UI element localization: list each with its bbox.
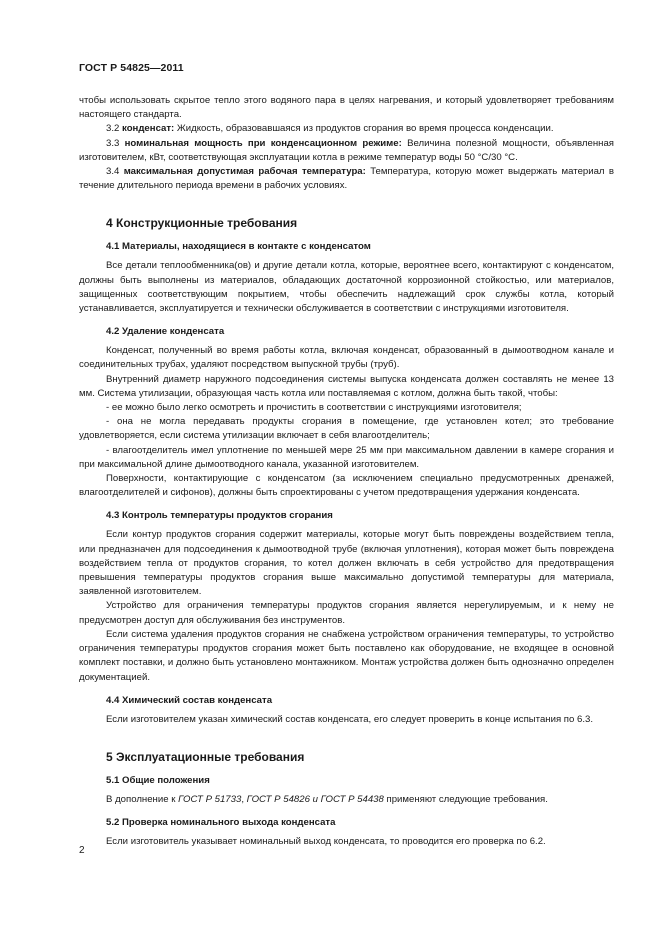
subsection-5-1-heading: 5.1 Общие положения	[106, 774, 210, 786]
term-3-3: 3.3 номинальная мощность при конденсационном режиме: Величина полезной мощности, объявленная изготовителем, кВт, соответствующая эксплуатации котла в режиме температур воды 50 °C/30 °C.	[79, 137, 614, 163]
section-4-heading: 4 Конструкционные требования	[106, 216, 298, 231]
standard-reference: ГОСТ Р 54438	[320, 793, 384, 805]
paragraph: Если изготовитель указывает номинальный выход конденсата, то проводится его проверка по 6.2.	[106, 836, 546, 848]
paragraph: чтобы использовать скрытое тепло этого водяного пара в целях нагревания, и который удовлетворяет требованиям настоящего стандарта.	[79, 95, 614, 121]
paragraph: Если изготовителем указан химический состав конденсата, его следует проверить в конце испытания по 6.3.	[106, 713, 593, 725]
subsection-4-2-heading: 4.2 Удаление конденсата	[106, 326, 225, 338]
paragraph: Если система удаления продуктов сгорания не снабжена устройством ограничения температуры, то устройство ограничения температуры продуктов сгорания может быть поставлено как оборудование, не входящее в основной комплект поставки, и должно быть установлено монтажником. Монтаж устройства должен быть однозначно определен документацией.	[79, 628, 614, 683]
subsection-4-1-heading: 4.1 Материалы, находящиеся в контакте с конденсатом	[106, 241, 371, 253]
subsection-4-4-heading: 4.4 Химический состав конденсата	[106, 694, 273, 706]
term-3-2: 3.2 конденсат: Жидкость, образовавшаяся из продуктов сгорания во время процесса конденсации.	[106, 123, 554, 135]
subsection-5-2-heading: 5.2 Проверка номинального выхода конденсата	[106, 817, 336, 829]
document-id-header: ГОСТ Р 54825—2011	[79, 62, 184, 74]
term-name: конденсат:	[122, 123, 175, 135]
paragraph: Устройство для ограничения температуры продуктов сгорания является нерегулируемым, и к нему не предусмотрен доступ для обслуживания без инструментов.	[79, 600, 614, 626]
list-item: - влагоотделитель имел уплотнение по меньшей мере 25 мм при максимальном давлении в камере сгорания и при максимальной длине дымоотводного канала, указанной изготовителем.	[79, 444, 614, 470]
paragraph: В дополнение к ГОСТ Р 51733, ГОСТ Р 54826 и ГОСТ Р 54438 применяют следующие требования.	[106, 793, 548, 805]
paragraph: Конденсат, полученный во время работы котла, включая конденсат, образованный в дымоотводном канале и соединительных трубах, удаляют посредством выпускной трубы (труб).	[79, 345, 614, 371]
term-name: максимальная допустимая рабочая температура:	[123, 166, 366, 178]
paragraph: Если контур продуктов сгорания содержит материалы, которые могут быть повреждены воздействием тепла, или предназначен для подсоединения к дымоотводной трубе (включая уплотнения), которая может быть повреждена воздействием тепла от продуктов сгорания, то котел должен включать в себя устройство для предотвращения превышения температуры продуктов сгорания выше максимально допустимой температуры для материала, заявленной изготовителем.	[79, 529, 614, 598]
standard-reference: ГОСТ Р 51733	[178, 793, 242, 805]
paragraph: Все детали теплообменника(ов) и другие детали котла, которые, вероятнее всего, контактируют с конденсатом, должны быть выполнены из материалов, обладающих достаточной коррозионной стойкостью, или материалов, защищенных соответствующим покрытием, чтобы обеспечить надлежащий срок службы котла, который устанавливается, эксплуатируется и технически обслуживается в соответствии с инструкциями изготовителя.	[79, 260, 614, 315]
document-body	[79, 94, 614, 849]
list-item: - она не могла передавать продукты сгорания в помещение, где установлен котел; это требование удовлетворяется, если система утилизации включает в себя влагоотделитель;	[79, 416, 614, 442]
term-name: номинальная мощность при конденсационном режиме:	[124, 137, 402, 149]
paragraph: Внутренний диаметр наружного подсоединения системы выпуска конденсата должен составлять не менее 13 мм. Система утилизации, образующая часть котла или поставляемая с котлом, должна быть такой, чтобы:	[79, 373, 614, 399]
section-5-heading: 5 Эксплуатационные требования	[106, 749, 305, 764]
standard-reference: ГОСТ Р 54826	[246, 793, 310, 805]
term-3-4: 3.4 максимальная допустимая рабочая температура: Температура, которую может выдержать материал в течение длительного периода времени в рабочих условиях.	[79, 166, 614, 192]
list-item: - ее можно было легко осмотреть и прочистить в соответствии с инструкциями изготовителя;	[106, 402, 522, 414]
subsection-4-3-heading: 4.3 Контроль температуры продуктов сгорания	[106, 510, 333, 522]
page-number: 2	[79, 845, 85, 856]
paragraph: Поверхности, контактирующие с конденсатом (за исключением специально предусмотренных дренажей, влагоотделителей и сифонов), должны быть спроектированы с учетом предотвращения удержания конденсата.	[79, 473, 614, 499]
